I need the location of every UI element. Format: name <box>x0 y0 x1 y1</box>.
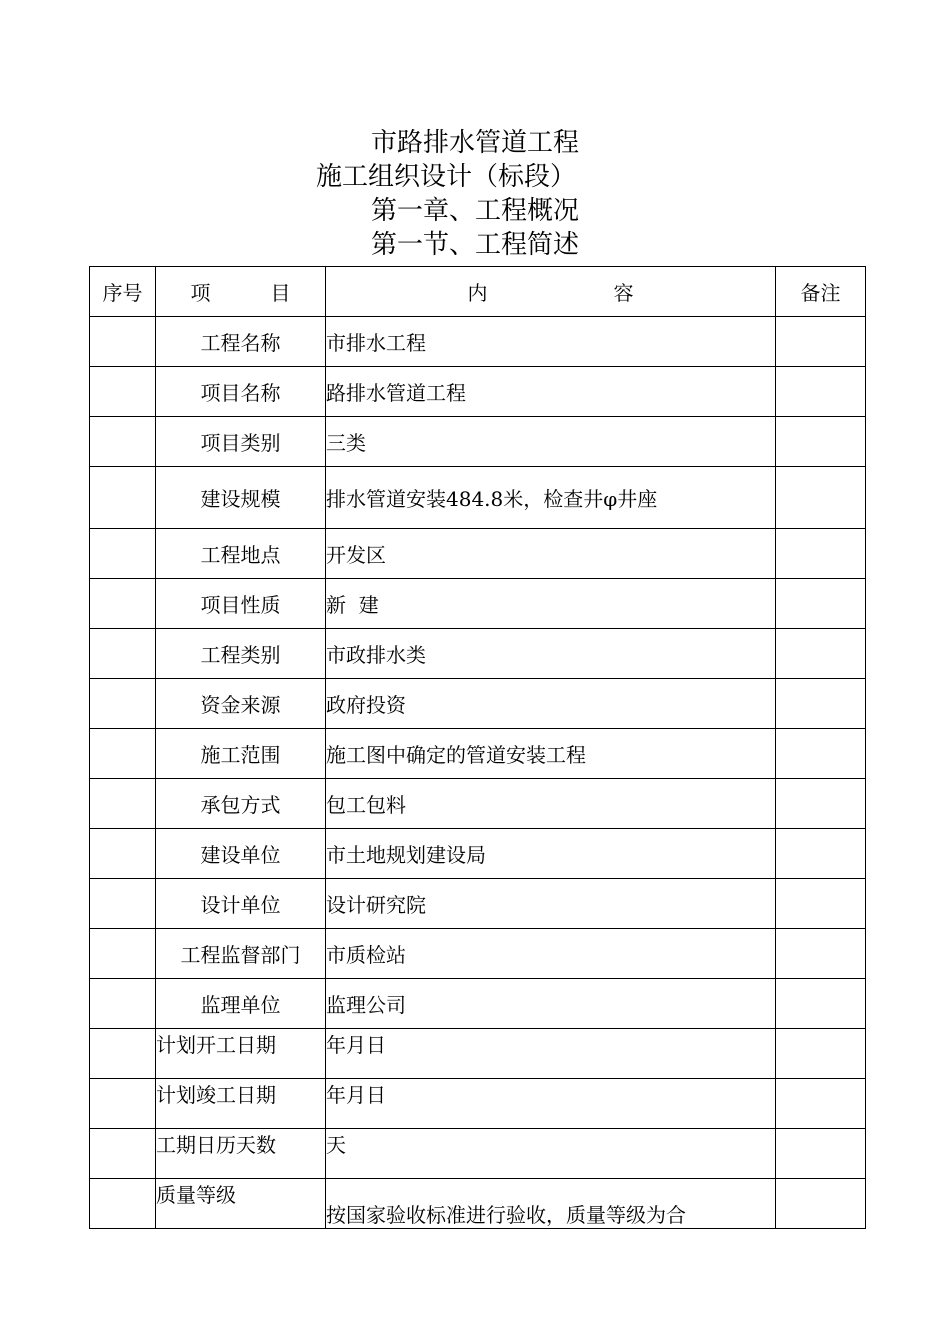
cell-remark <box>776 417 866 467</box>
cell-item: 建设规模 <box>156 467 326 529</box>
cell-remark <box>776 629 866 679</box>
header-item-part-b: 目 <box>270 281 291 305</box>
cell-no <box>90 979 156 1029</box>
cell-item: 项目性质 <box>156 579 326 629</box>
cell-content: 包工包料 <box>326 779 776 829</box>
cell-no <box>90 1129 156 1179</box>
cell-item: 项目名称 <box>156 367 326 417</box>
cell-no <box>90 729 156 779</box>
cell-remark <box>776 467 866 529</box>
cell-remark <box>776 979 866 1029</box>
cell-remark <box>776 1129 866 1179</box>
section-heading: 第一节、工程简述 <box>370 230 579 260</box>
cell-content: 天 <box>326 1129 776 1179</box>
cell-no <box>90 879 156 929</box>
cell-content: 市土地规划建设局 <box>326 829 776 879</box>
cell-item: 工程地点 <box>156 529 326 579</box>
cell-remark <box>776 679 866 729</box>
cell-no <box>90 1079 156 1129</box>
cell-content: 市排水工程 <box>326 317 776 367</box>
cell-remark <box>776 367 866 417</box>
table-row <box>90 1179 866 1229</box>
cell-no <box>90 367 156 417</box>
cell-no <box>90 1029 156 1079</box>
cell-no <box>90 579 156 629</box>
cell-content: 新 建 <box>326 579 776 629</box>
table-row <box>90 579 866 629</box>
cell-content: 年月日 <box>326 1029 776 1079</box>
chapter-heading: 第一章、工程概况 <box>370 196 579 226</box>
cell-content: 政府投资 <box>326 679 776 729</box>
cell-no <box>90 779 156 829</box>
cell-no <box>90 529 156 579</box>
table-row <box>90 679 866 729</box>
header-content <box>326 267 776 317</box>
cell-no <box>90 829 156 879</box>
cell-no <box>90 629 156 679</box>
cell-content: 路排水管道工程 <box>326 367 776 417</box>
table-row <box>90 1079 866 1129</box>
table-row <box>90 367 866 417</box>
cell-remark <box>776 929 866 979</box>
cell-item: 资金来源 <box>156 679 326 729</box>
cell-no <box>90 317 156 367</box>
table-row <box>90 779 866 829</box>
cell-remark <box>776 729 866 779</box>
cell-content: 开发区 <box>326 529 776 579</box>
cell-item: 承包方式 <box>156 779 326 829</box>
cell-content: 排水管道安装484.8米，检查井φ井座 <box>326 467 776 529</box>
header-content-part-a: 内 <box>467 281 488 305</box>
table-row <box>90 317 866 367</box>
header-no: 序号 <box>90 267 156 317</box>
table-row <box>90 729 866 779</box>
cell-remark <box>776 1079 866 1129</box>
header-item <box>156 267 326 317</box>
cell-remark <box>776 529 866 579</box>
cell-remark <box>776 779 866 829</box>
cell-item: 工程类别 <box>156 629 326 679</box>
cell-item: 工程监督部门 <box>156 929 326 979</box>
cell-no <box>90 1179 156 1229</box>
document-title: 市路排水管道工程 <box>370 128 579 158</box>
table-row <box>90 1129 866 1179</box>
header-content-part-b: 容 <box>613 281 634 305</box>
table-row <box>90 929 866 979</box>
header-remark: 备注 <box>776 267 866 317</box>
document-title-block <box>0 126 950 262</box>
cell-remark <box>776 579 866 629</box>
table-row <box>90 629 866 679</box>
cell-no <box>90 679 156 729</box>
cell-item: 设计单位 <box>156 879 326 929</box>
table-row <box>90 467 866 529</box>
cell-item: 工程名称 <box>156 317 326 367</box>
cell-content: 年月日 <box>326 1079 776 1129</box>
cell-item: 项目类别 <box>156 417 326 467</box>
cell-item: 计划开工日期 <box>156 1029 326 1079</box>
table-row <box>90 1029 866 1079</box>
cell-no <box>90 929 156 979</box>
cell-content: 施工图中确定的管道安装工程 <box>326 729 776 779</box>
header-item-part-a: 项 <box>190 281 211 305</box>
document-subtitle: 施工组织设计（标段） <box>315 162 576 192</box>
cell-no <box>90 417 156 467</box>
cell-content: 设计研究院 <box>326 879 776 929</box>
cell-no <box>90 467 156 529</box>
cell-remark <box>776 829 866 879</box>
table-header-row <box>90 267 866 317</box>
cell-content: 监理公司 <box>326 979 776 1029</box>
cell-remark <box>776 1179 866 1229</box>
cell-item: 质量等级 <box>156 1179 326 1229</box>
table-row <box>90 417 866 467</box>
cell-content: 三类 <box>326 417 776 467</box>
cell-content: 按国家验收标准进行验收，质量等级为合 <box>326 1179 776 1229</box>
table-row <box>90 979 866 1029</box>
table-row <box>90 829 866 879</box>
cell-content: 市质检站 <box>326 929 776 979</box>
cell-remark <box>776 1029 866 1079</box>
table-row <box>90 879 866 929</box>
cell-item: 施工范围 <box>156 729 326 779</box>
cell-item: 建设单位 <box>156 829 326 879</box>
table-row <box>90 529 866 579</box>
cell-content: 市政排水类 <box>326 629 776 679</box>
cell-remark <box>776 317 866 367</box>
cell-item: 监理单位 <box>156 979 326 1029</box>
project-overview-table <box>89 266 866 1229</box>
cell-item: 工期日历天数 <box>156 1129 326 1179</box>
cell-item: 计划竣工日期 <box>156 1079 326 1129</box>
cell-remark <box>776 879 866 929</box>
